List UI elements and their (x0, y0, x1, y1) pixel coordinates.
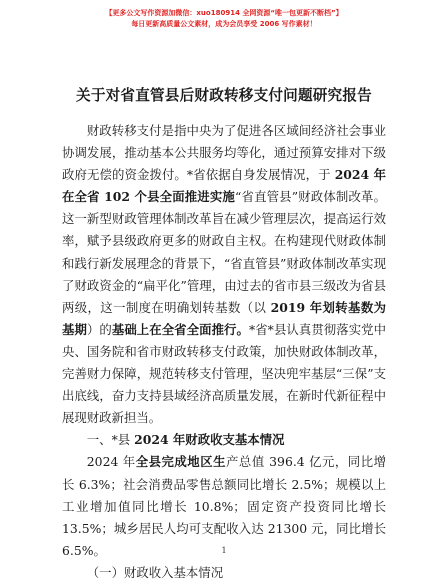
promo-banner-line-1: 【更多公文写作资源加微信：xuo180914 全网资源“唯一包更新不断档”】 (105, 9, 343, 17)
intro-bold-3: 基础上在全省全面推行。 (111, 321, 249, 337)
intro-text-2: “省直管县”财政体制改革。这一新型财政管理体制改革旨在减少管理层次，提高运行效率，赋予县级政府更多的财政自主权。在构建现代财政体制和践行新发展理念的背景下，“省直管县”财政体制改革实现了财政资金的“扁平化”管理，由过去的省市县三级改为省县两级，这一制度在明确划转基数（以 (62, 189, 386, 315)
section-heading-1-bold: 2024 年财政收支基本情况 (134, 432, 285, 448)
page-number: 1 (221, 546, 227, 555)
economy-text-1: 2024 年 (86, 454, 136, 470)
section-heading-1-text: 一、*县 (86, 432, 135, 448)
intro-text-3: ）的 (86, 321, 112, 337)
subsection-heading-1: （一）财政收入基本情况 (86, 564, 224, 580)
intro-bold-2: 2019 年划转基数为基期 (62, 299, 386, 337)
section-heading-1 (62, 429, 386, 451)
intro-text-4: *省*县认真贯彻落实党中央、国务院和省市财政转移支付政策，加快财政体制改革，完善财力保障，规范转移支付管理，坚决兜牢基层“三保”支出底线，奋力支持县域经济高质量发展，在新时代新征程中展现财政新担当。 (62, 321, 387, 426)
promo-banner (0, 8, 448, 30)
intro-bold-1: 2024 年在全省 102 个县全面推进实施 (62, 167, 386, 205)
intro-text-1: 财政转移支付是指中央为了促进各区域间经济社会事业协调发展，推动基本公共服务均等化，通过预算安排对下级政府无偿的资金拨付。*省依据自身发展情况，于 (62, 123, 386, 183)
promo-banner-line-2: 每日更新高质量公文素材，成为会员享受 2006 写作素材！ (131, 20, 317, 28)
paragraph-intro (62, 120, 386, 429)
document-body (62, 120, 386, 584)
economy-text-2: 产总值 396.4 亿元，同比增长 6.3%；社会消费品零售总额同比增长 2.5%；规模以上工业增加值同比增长 10.8%；固定资产投资同比增长 13.5%；城乡居民人均可支配收入达 21300 元，同比增长 6.5%。 (62, 454, 386, 558)
document-title: 关于对省直管县后财政转移支付问题研究报告 (76, 87, 372, 104)
economy-bold-1: 全县完成地区生 (135, 454, 227, 470)
